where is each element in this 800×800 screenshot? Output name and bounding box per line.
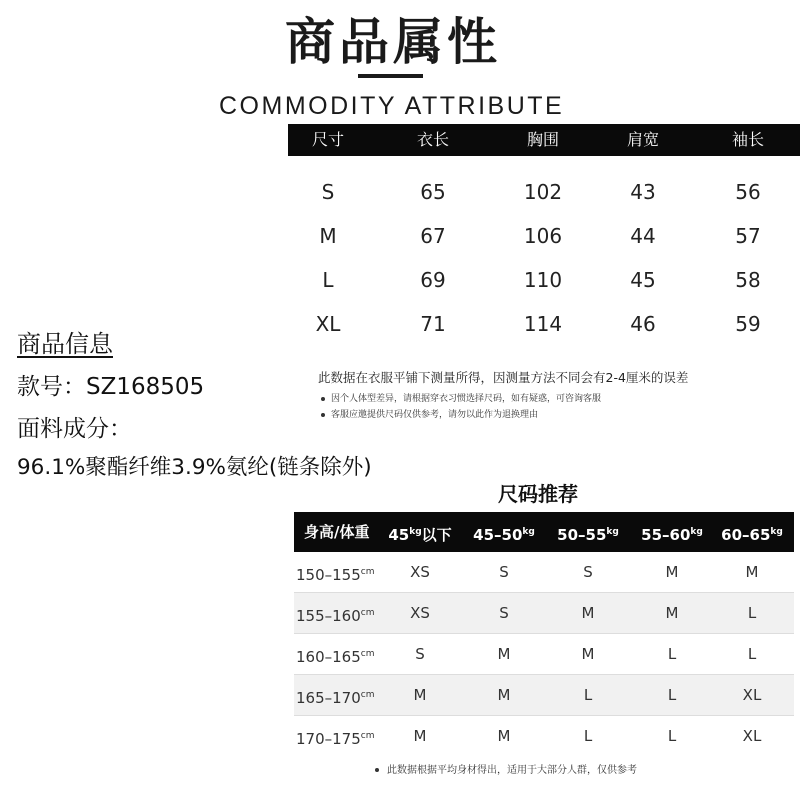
height-cell: $155-160^{cm}$ xyxy=(296,607,375,625)
size-table-header xyxy=(288,124,800,156)
bullet-icon xyxy=(321,397,325,401)
cell: XL xyxy=(315,312,341,336)
table-row xyxy=(288,302,800,346)
cell: M xyxy=(581,604,595,622)
cell: M xyxy=(497,686,511,704)
cell: L xyxy=(667,645,677,663)
header-cell-weight: $50-55^{kg}$ xyxy=(557,526,619,544)
bullet-icon xyxy=(375,768,379,772)
height-cell: $170-175^{cm}$ xyxy=(296,730,375,748)
cell: L xyxy=(322,268,334,292)
cell: 65 xyxy=(420,180,446,204)
header-cell-sleeve: 袖长 xyxy=(731,130,764,149)
cell: 67 xyxy=(420,224,446,248)
bullet-icon xyxy=(321,413,325,417)
header-cell-chest: 胸围 xyxy=(526,130,559,149)
cell: 45 xyxy=(630,268,656,292)
cell: 43 xyxy=(630,180,656,204)
cell: L xyxy=(667,727,677,745)
height-cell: $150-155^{cm}$ xyxy=(296,566,375,584)
table-row xyxy=(294,675,794,715)
cell: 114 xyxy=(523,312,563,336)
table-row xyxy=(294,593,794,633)
cell: M xyxy=(665,604,679,622)
recommendation-note: 此数据根据平均身材得出，适用于大部分人群，仅供参考 xyxy=(375,761,637,776)
table-row xyxy=(294,634,794,674)
size-sub-note: 客服应邀提供尺码仅供参考，请勿以此作为退换理由 xyxy=(321,407,538,420)
header-cell-length: 衣长 xyxy=(416,130,449,149)
table-row xyxy=(294,716,794,756)
product-sku: 款号：SZ168505 xyxy=(17,374,205,400)
product-info-title: 商品信息 xyxy=(17,330,113,358)
title-cn: 商品属性 xyxy=(285,13,501,71)
height-cell: $160-165^{cm}$ xyxy=(296,648,375,666)
header-cell-height-weight: 身高/体重 xyxy=(304,523,370,541)
cell: XL xyxy=(742,727,762,745)
cell: M xyxy=(581,645,595,663)
cell: M xyxy=(319,224,337,248)
cell: M xyxy=(497,645,511,663)
cell: S xyxy=(499,563,509,581)
cell: XS xyxy=(410,563,430,581)
header-cell-weight: $45-50^{kg}$ xyxy=(473,526,535,544)
cell: M xyxy=(497,727,511,745)
fabric-label: 面料成分： xyxy=(17,416,132,442)
fabric-value: 96.1%聚酯纤维3.9%氨纶(链条除外) xyxy=(17,455,372,480)
cell: 46 xyxy=(630,312,656,336)
cell: M xyxy=(413,686,427,704)
table-row xyxy=(288,214,800,258)
table-row xyxy=(294,552,794,592)
measurement-note: 此数据在衣服平铺下测量所得，因测量方法不同会有2-4厘米的误差 xyxy=(318,370,689,385)
cell: 110 xyxy=(523,268,563,292)
cell: 69 xyxy=(420,268,446,292)
cell: 56 xyxy=(735,180,761,204)
header-cell-weight: $55-60^{kg}$ xyxy=(641,526,703,544)
cell: L xyxy=(583,686,593,704)
table-row xyxy=(288,170,800,214)
cell: XL xyxy=(742,686,762,704)
title-divider xyxy=(358,74,423,78)
cell: 106 xyxy=(523,224,563,248)
cell: 58 xyxy=(735,268,761,292)
cell: S xyxy=(583,563,593,581)
cell: L xyxy=(747,645,757,663)
recommendation-title: 尺码推荐 xyxy=(498,482,578,506)
cell: L xyxy=(583,727,593,745)
cell: S xyxy=(499,604,509,622)
cell: M xyxy=(665,563,679,581)
cell: S xyxy=(321,180,335,204)
header-cell-size: 尺寸 xyxy=(311,130,344,149)
cell: 57 xyxy=(735,224,761,248)
cell: 59 xyxy=(735,312,761,336)
cell: 71 xyxy=(420,312,446,336)
size-sub-note: 因个人体型差异，请根据穿衣习惯选择尺码，如有疑惑，可咨询客服 xyxy=(321,391,601,404)
cell: L xyxy=(667,686,677,704)
cell: XS xyxy=(410,604,430,622)
header-cell-weight: $45^{kg}$以下 xyxy=(388,526,452,544)
height-cell: $165-170^{cm}$ xyxy=(296,689,375,707)
table-row xyxy=(288,258,800,302)
cell: M xyxy=(413,727,427,745)
cell: L xyxy=(747,604,757,622)
cell: S xyxy=(415,645,425,663)
cell: 102 xyxy=(523,180,563,204)
cell: M xyxy=(745,563,759,581)
header-cell-weight: $60-65^{kg}$ xyxy=(721,526,783,544)
header-cell-shoulder: 肩宽 xyxy=(626,130,659,149)
subtitle-en: COMMODITY ATTRIBUTE xyxy=(219,92,565,120)
cell: 44 xyxy=(630,224,656,248)
recommendation-table-header xyxy=(294,512,794,552)
